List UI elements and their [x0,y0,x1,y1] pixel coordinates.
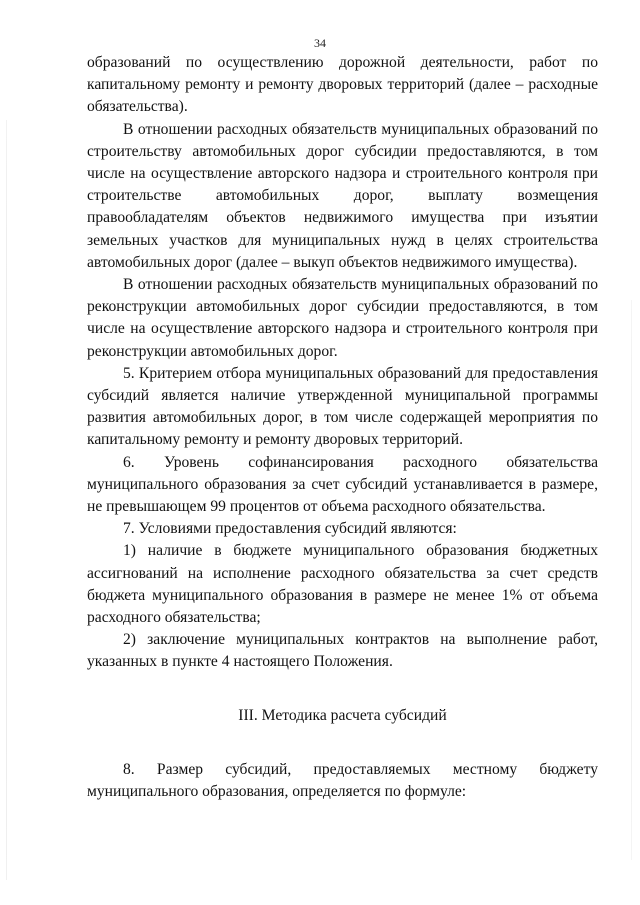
scan-edge-left [6,120,7,880]
paragraph-condition-2: 2) заключение муниципальных контрактов на выполнение работ, указанных в пункте 4 настоящего Положения. [87,631,598,671]
paragraph-item-6: 6. Уровень софинансирования расходного обязательства муниципального образования за счет субсидий устанавливается в размере, не превышающем 99 процентов от объема расходного обязательства. [87,453,598,516]
document-body [87,52,598,803]
paragraph-item-7: 7. Условиями предоставления субсидий являются: [123,520,457,538]
paragraph-item-5: 5. Критерием отбора муниципальных образований для предоставления субсидий является наличие утвержденной муниципальной программы развития автомобильных дорог, в том числе содержащей мероприятия по капитальному ремонту и ремонту дворовых территорий. [87,364,598,449]
scan-edge-right [631,300,632,860]
paragraph-condition-1: 1) наличие в бюджете муниципального образования бюджетных ассигнований на исполнение расходного обязательства за счет средств бюджета муниципального образования в размере не менее 1% от объема расходного обязательства; [87,542,598,627]
paragraph-continuation: образований по осуществлению дорожной деятельности, работ по капитальному ремонту и ремонту дворовых территорий (далее – расходные обязательства). [87,54,598,116]
paragraph-item-8: 8. Размер субсидий, предоставляемых местному бюджету муниципального образования, определяется по формуле: [87,760,598,801]
section-heading: III. Методика расчета субсидий [238,706,447,724]
paragraph-reconstruction-subsidies: В отношении расходных обязательств муниципальных образований по реконструкции автомобильных дорог субсидии предоставляются, в том числе на осуществление авторского надзора и строительного контроля при реконструкции автомобильных дорог. [87,276,598,360]
paragraph-construction-subsidies: В отношении расходных обязательств муниципальных образований по строительству автомобильных дорог субсидии предоставляются, в том числе на осуществление авторского надзора и строительного контроля при строительстве автомобильных дорог, выплату возмещения правообладателям объектов недвижимого имущества при изъятии земельных участков для муниципальных нужд в целях строительства автомобильных дорог (далее – выкуп объектов недвижимого имущества). [87,120,598,271]
page-number: 34 [314,36,326,50]
